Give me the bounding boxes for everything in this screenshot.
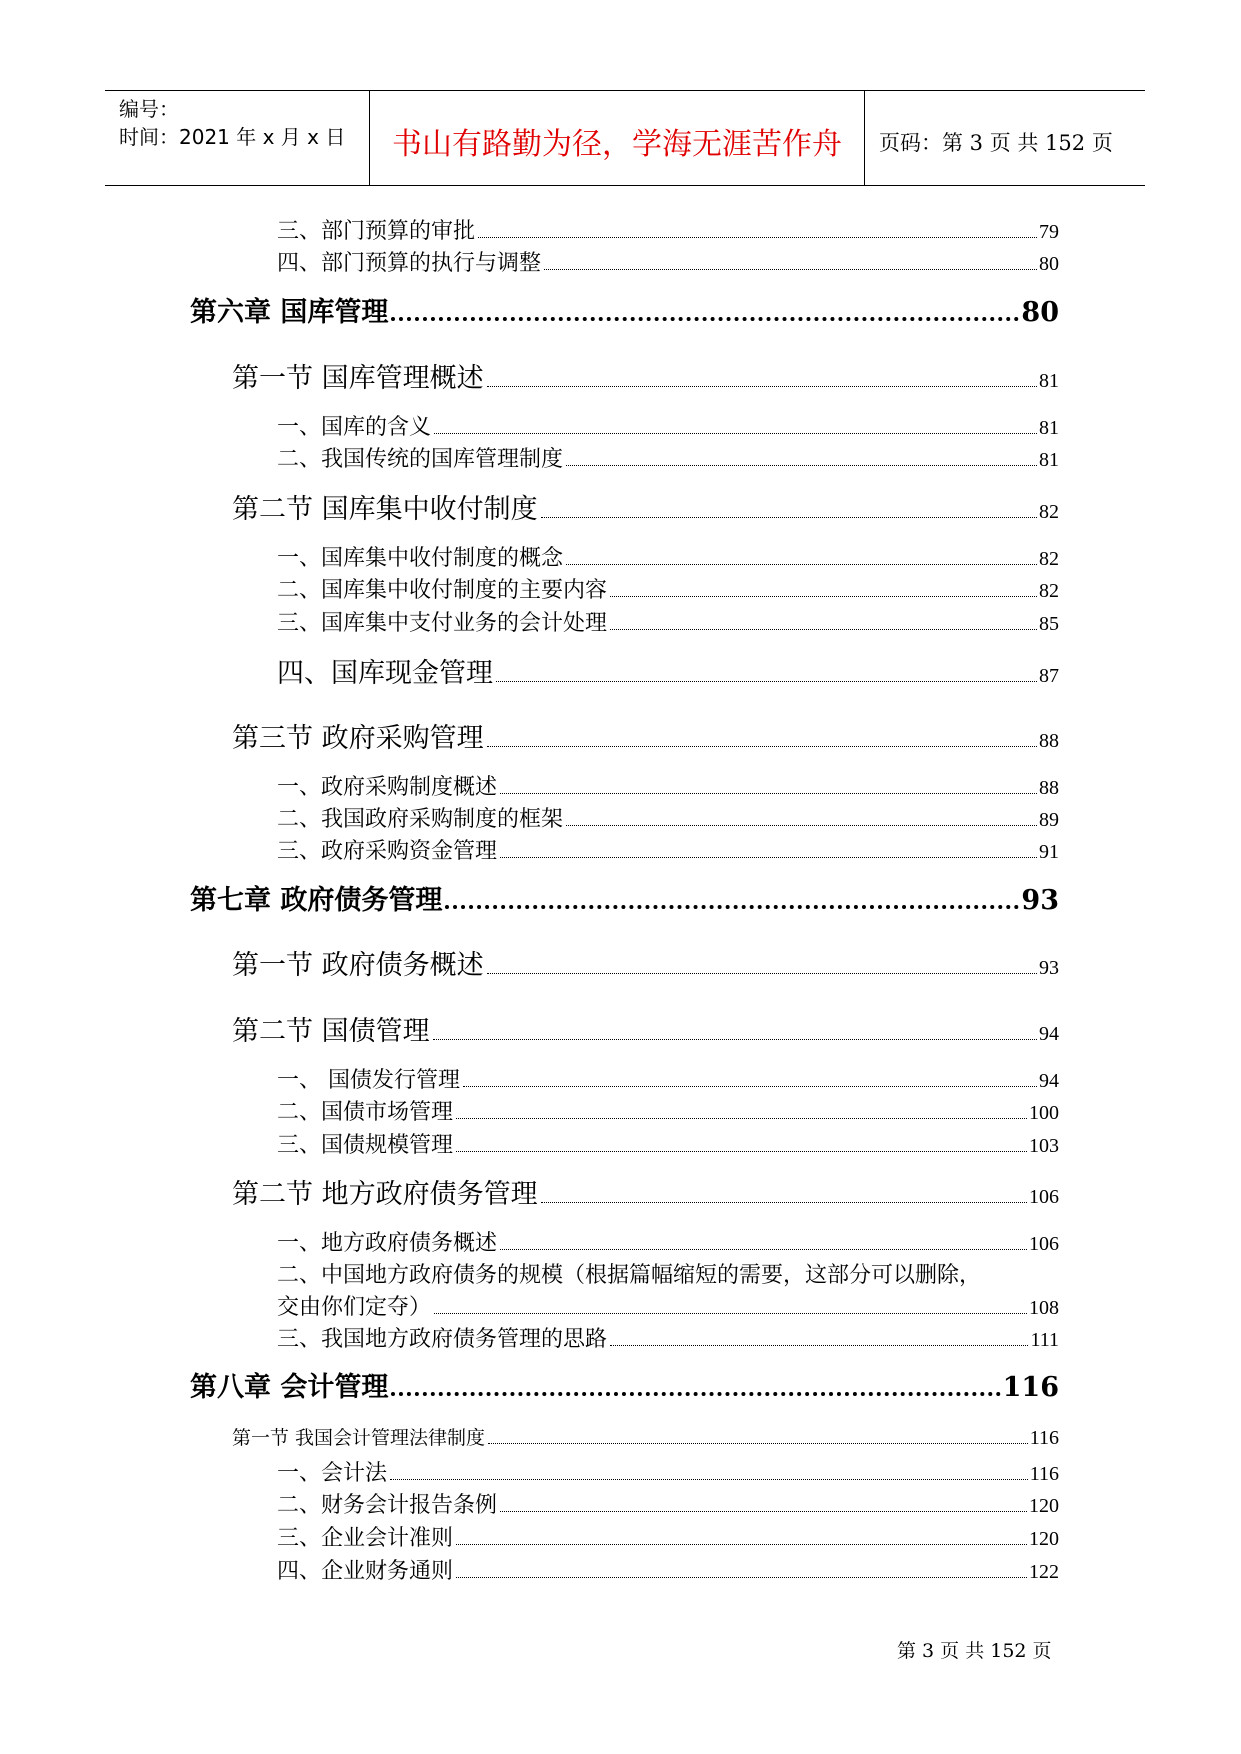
toc-entry[interactable] [277,573,1059,604]
toc-leader [544,269,1037,270]
toc-entry-title: 第六章 国库管理 [190,297,389,328]
toc-entry-title: 第二节 地方政府债务管理 [232,1179,538,1210]
toc-leader [434,1313,1027,1314]
toc-entry-page: 103 [1029,1135,1059,1157]
toc-entry-page: 93 [1039,957,1059,979]
toc-entry[interactable] [277,802,1059,833]
toc-entry-title: 一、地方政府债务概述 [277,1231,498,1256]
toc-entry-page: 89 [1039,809,1059,831]
toc-entry[interactable] [277,1128,1059,1159]
toc-entry-page: 93 [1021,885,1059,916]
toc-leader [566,825,1037,826]
time-label: 时间：2021 年 x 月 x 日 [119,125,346,149]
toc-leader [541,1202,1027,1203]
toc-entry-title: 三、部门预算的审批 [277,219,476,244]
header-left-cell [105,91,370,185]
toc-section[interactable] [232,943,1059,982]
toc-entry-page: 111 [1030,1329,1059,1351]
toc-entry-title: 第一节 政府债务概述 [232,950,484,981]
toc-entry-page: 91 [1039,841,1059,863]
toc-entry-title: 一、国库的含义 [277,415,432,440]
toc-entry-title: 三、企业会计准则 [277,1526,454,1551]
toc-section[interactable] [232,356,1059,395]
toc-leader [433,1039,1037,1040]
toc-leader [445,905,1019,909]
toc-entry[interactable] [277,1521,1059,1552]
toc-entry[interactable] [277,1226,1059,1257]
toc-entry-title: 第二节 国库集中收付制度 [232,494,538,525]
motto-text: 书山有路勤为径，学海无涯苦作舟 [392,127,842,162]
toc-entry-title: 二、我国传统的国库管理制度 [277,447,564,472]
toc-leader [456,1544,1027,1545]
toc-entry-page: 82 [1039,580,1059,602]
toc-entry-title: 第七章 政府债务管理 [190,885,443,916]
toc-chapter[interactable] [190,878,1059,917]
toc-entry-title: 第八章 会计管理 [190,1372,389,1403]
toc-entry[interactable] [277,246,1059,277]
header-center-cell [370,91,865,185]
toc-entry-page: 116 [1029,1463,1059,1485]
toc-leader [610,1345,1028,1346]
toc-section[interactable] [232,1009,1059,1048]
toc-leader [487,746,1037,747]
toc-leader [488,1443,1028,1444]
toc-entry[interactable] [277,1456,1059,1487]
toc-entry[interactable] [277,1322,1059,1353]
toc-entry-title: 四、部门预算的执行与调整 [277,251,542,276]
toc-section[interactable] [232,1423,1059,1450]
toc-leader [390,1479,1028,1480]
toc-entry-title: 四、国库现金管理 [277,658,493,689]
toc-entry-page: 82 [1039,548,1059,570]
toc-leader [456,1118,1027,1119]
toc-entry-title: 二、国债市场管理 [277,1100,454,1125]
toc-entry-title: 一、会计法 [277,1461,388,1486]
toc-entry-page: 122 [1029,1561,1059,1583]
toc-entry-page: 94 [1039,1070,1059,1092]
toc-entry-page: 106 [1029,1186,1059,1208]
page-header [105,90,1145,186]
toc-entry[interactable] [277,1063,1059,1094]
toc-leader [566,564,1037,565]
toc-entry-page: 116 [1002,1372,1059,1403]
toc-entry-title: 第一节 我国会计管理法律制度 [232,1427,486,1449]
toc-entry[interactable] [277,1095,1059,1126]
toc-entry-page: 120 [1029,1495,1059,1517]
toc-leader [391,1392,1000,1396]
toc-entry[interactable] [277,1554,1059,1585]
toc-leader [610,596,1037,597]
toc-entry[interactable] [277,834,1059,865]
toc-entry-title: 三、国债规模管理 [277,1133,454,1158]
toc-entry-title: 三、我国地方政府债务管理的思路 [277,1327,608,1352]
toc-entry[interactable] [277,1290,1059,1321]
toc-entry-title: 二、国库集中收付制度的主要内容 [277,578,608,603]
toc-leader [391,317,1019,321]
toc-leader [487,386,1037,387]
toc-entry-title: 一、政府采购制度概述 [277,775,498,800]
toc-entry-page: 80 [1039,253,1059,275]
toc-leader [478,237,1037,238]
toc-leader [500,793,1037,794]
toc-entry-page: 94 [1039,1023,1059,1045]
toc-entry-page: 120 [1029,1528,1059,1550]
toc-entry-title: 三、国库集中支付业务的会计处理 [277,611,608,636]
toc-entry[interactable] [277,214,1059,245]
toc-entry-page: 82 [1039,501,1059,523]
toc-entry-title: 三、政府采购资金管理 [277,839,498,864]
toc-leader [456,1577,1027,1578]
toc-entry-title: 一、 国债发行管理 [277,1068,460,1093]
toc-leader [434,433,1037,434]
toc-entry-page: 79 [1039,221,1059,243]
toc-leader [463,1086,1037,1087]
toc-leader [487,973,1037,974]
toc-entry-page: 87 [1039,665,1059,687]
toc-entry[interactable] [277,770,1059,801]
toc-entry-page: 88 [1039,777,1059,799]
toc-entry[interactable] [277,442,1059,473]
toc-leader [566,465,1037,466]
toc-entry-page: 100 [1029,1102,1059,1124]
toc-entry-title: 一、国库集中收付制度的概念 [277,546,564,571]
toc-entry-page: 81 [1039,417,1059,439]
toc-entry-page: 106 [1029,1233,1059,1255]
toc-entry-title: 第一节 国库管理概述 [232,363,484,394]
toc-entry-page: 80 [1021,297,1059,328]
toc-entry-title: 第三节 政府采购管理 [232,723,484,754]
toc-entry-page: 85 [1039,613,1059,635]
toc-leader [500,1511,1027,1512]
page-footer: 第 3 页 共 152 页 [897,1640,1052,1662]
toc-entry-page: 116 [1029,1427,1059,1449]
toc-chapter[interactable] [190,1365,1059,1404]
toc-entry[interactable] [277,410,1059,441]
toc-leader [610,629,1037,630]
serial-number-label: 编号： [119,97,179,121]
toc-entry-page: 88 [1039,730,1059,752]
toc-section[interactable] [232,716,1059,755]
header-right-cell [865,91,1145,185]
toc-entry[interactable] [277,606,1059,637]
toc-leader [456,1151,1027,1152]
toc-entry[interactable] [277,541,1059,572]
toc-entry-title-line1[interactable]: 二、中国地方政府债务的规模（根据篇幅缩短的需要，这部分可以删除， [277,1263,982,1288]
toc-entry-title: 第二节 国债管理 [232,1016,430,1047]
toc-leader [496,681,1037,682]
toc-chapter[interactable] [190,290,1059,329]
toc-leader [541,517,1037,518]
header-page-label: 页码：第 3 页 共 152 页 [879,131,1113,155]
toc-section[interactable] [232,1172,1059,1211]
toc-entry-title: 四、企业财务通则 [277,1559,454,1584]
toc-entry[interactable] [277,651,1059,690]
toc-section[interactable] [232,487,1059,526]
toc-entry-title: 二、财务会计报告条例 [277,1493,498,1518]
toc-entry-page: 81 [1039,370,1059,392]
toc-leader [500,1249,1027,1250]
toc-entry-title-line2: 交由你们定夺） [277,1295,432,1320]
toc-entry-page: 81 [1039,449,1059,471]
toc-entry-page: 108 [1029,1297,1059,1319]
toc-entry[interactable] [277,1488,1059,1519]
toc-entry-title: 二、我国政府采购制度的框架 [277,807,564,832]
toc-leader [500,857,1037,858]
